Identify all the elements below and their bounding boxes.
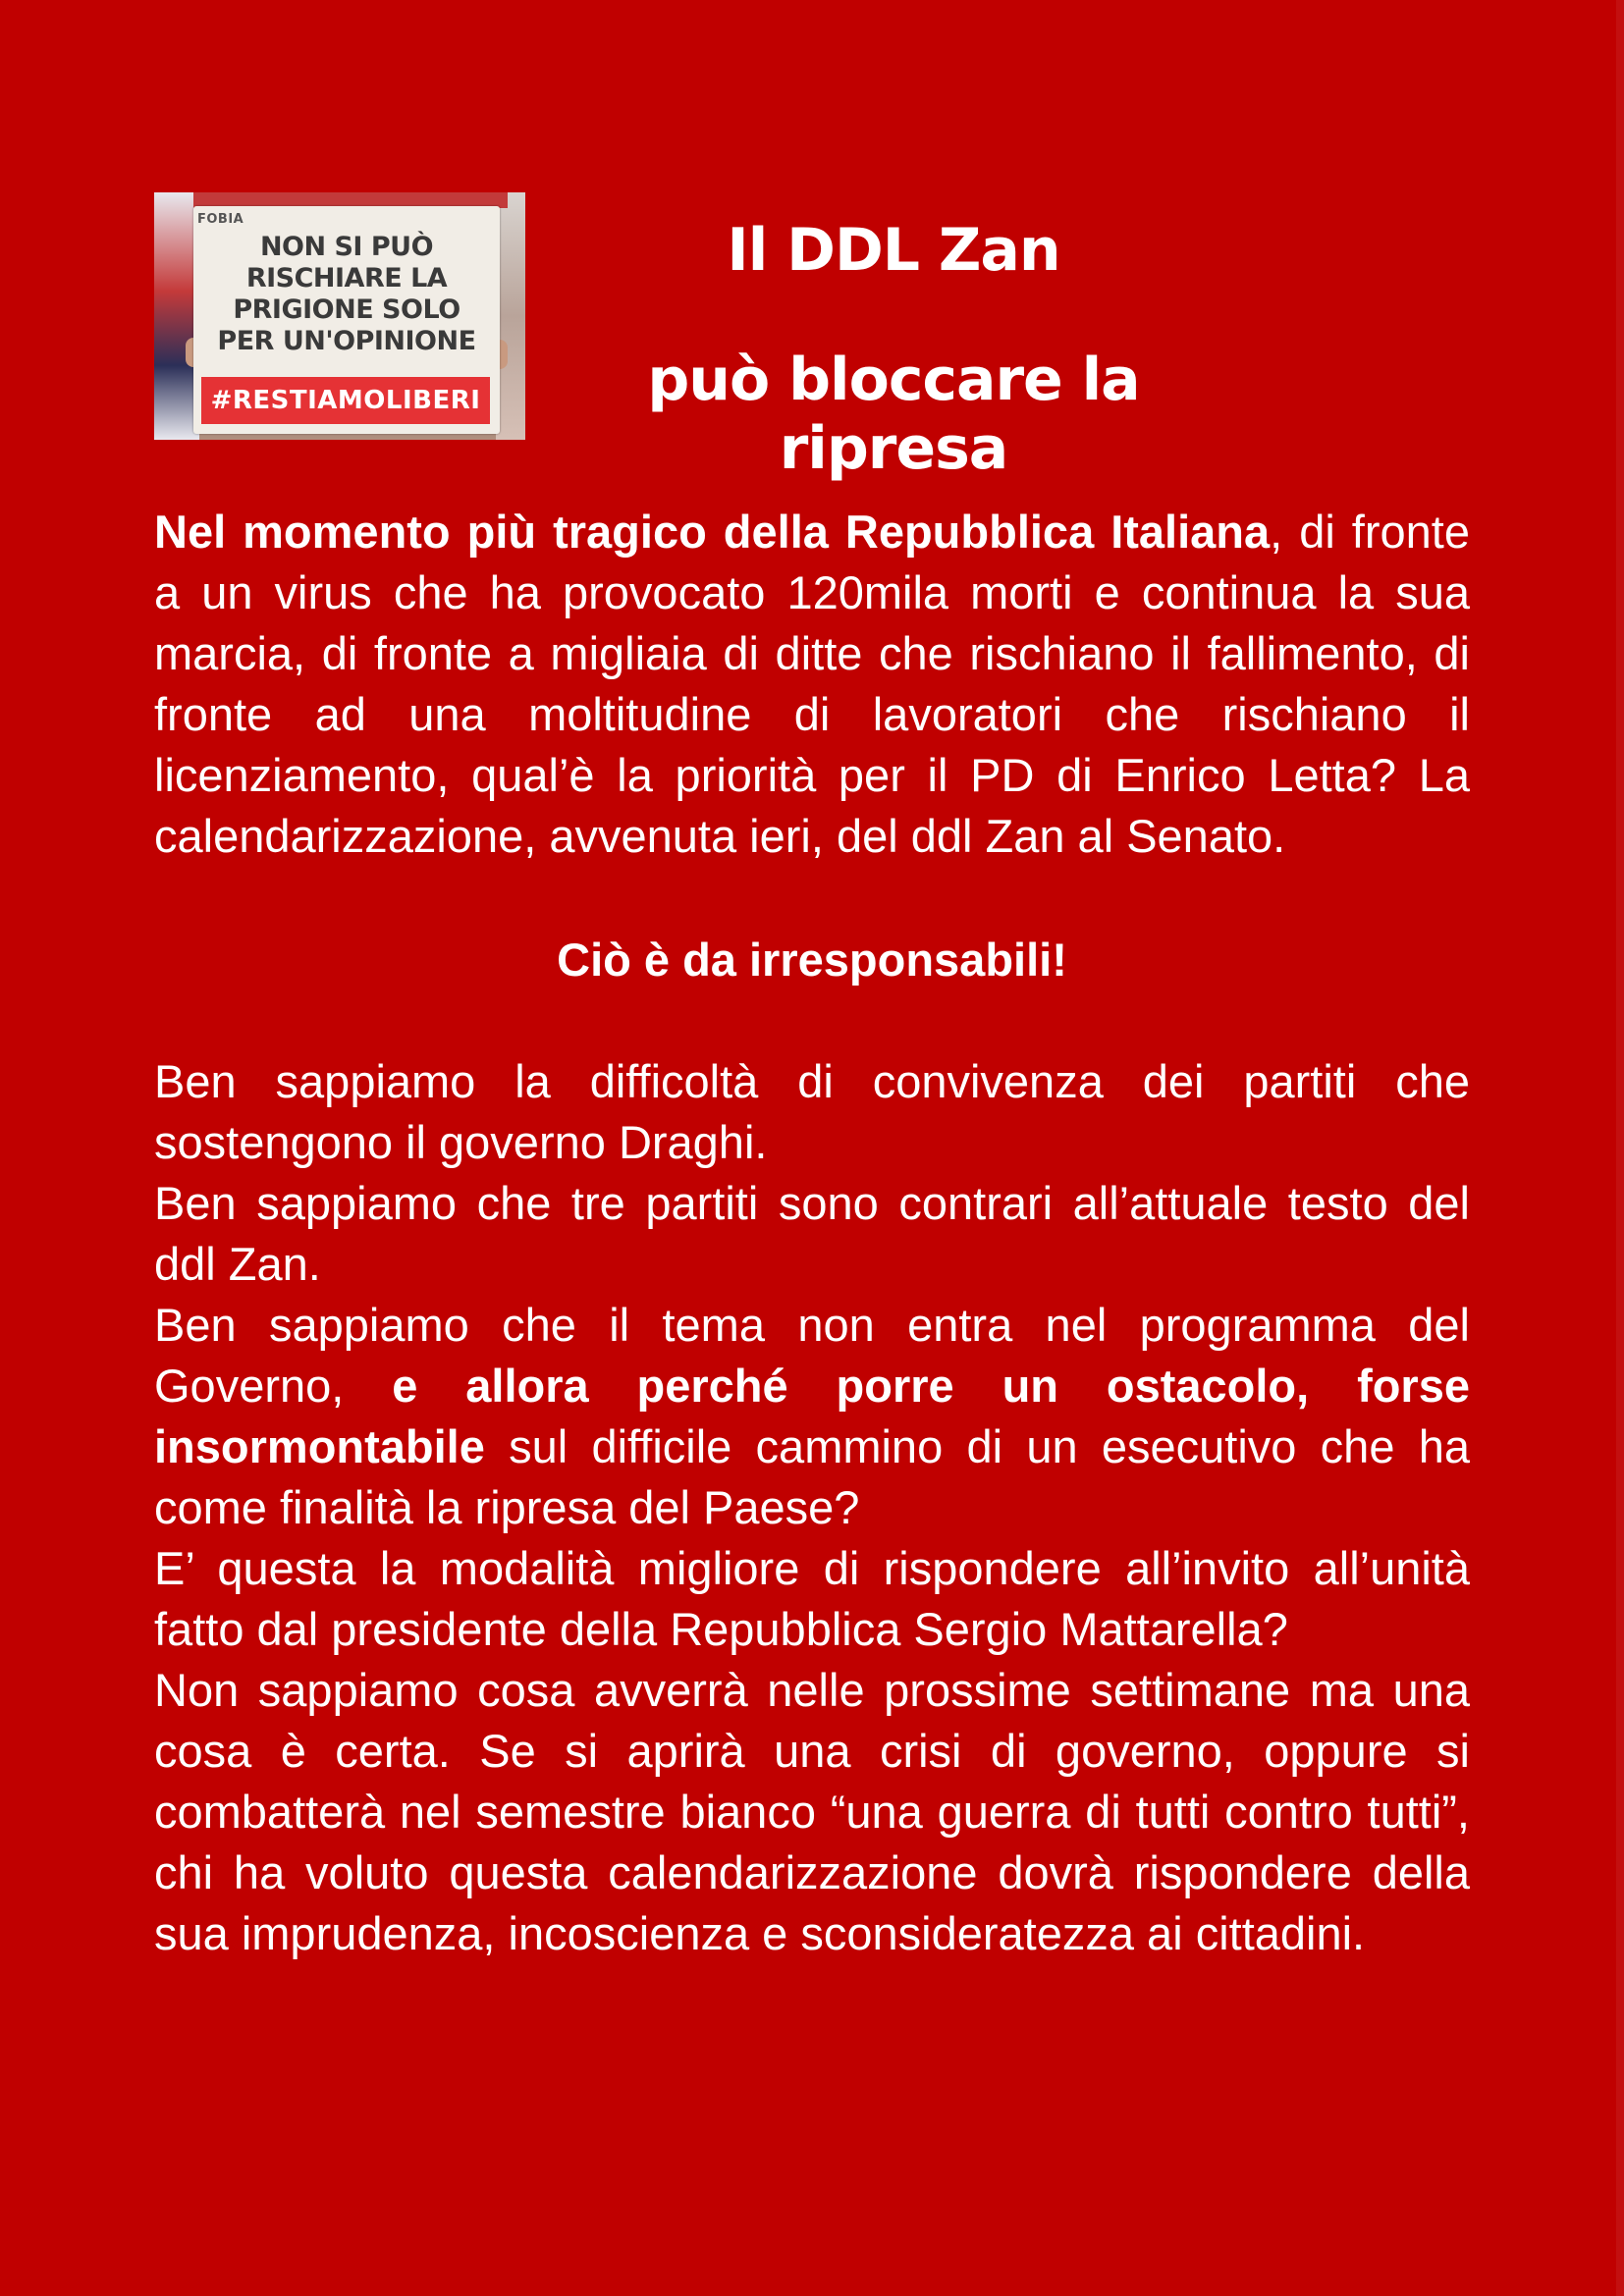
page-edge [1616,0,1624,2296]
paragraph-exclamation: Ciò è da irresponsabili! [557,934,1067,986]
sign-line: RISCHIARE LA [245,263,448,294]
paragraph-conclusion: Non sappiamo cosa avverrà nelle prossime settimane ma una cosa è certa. Se si aprirà una crisi di governo, oppure si combatterà nel semestre bianco “una guerra di tutti contro tutti”, chi ha voluto questa calendarizzazione dovrà rispondere della sua imprudenza, incoscienza e sconsideratezza ai cittadini. [154,1664,1470,1959]
page-title: Il DDL Zan [727,216,1060,285]
sign-line: PER UN'OPINIONE [217,326,476,356]
sign-corner-text: FOBIA [197,212,244,227]
paragraph-program [154,1295,1470,1538]
paragraph-president: E’ questa la modalità migliore di rispondere all’invito all’unità fatto dal presidente della Repubblica Sergio Mattarella? [154,1542,1470,1655]
sign-line: PRIGIONE SOLO [233,294,460,325]
intro-bold: Nel momento più tragico della Repubblica Italiana [154,506,1271,558]
page-subtitle: può bloccare la ripresa [647,346,1140,483]
program-bold: e allora perché porre un ostacolo, forse insormontabile [154,1360,1470,1472]
photo-background-right [496,192,525,440]
paragraph-parties: Ben sappiamo che tre partiti sono contrari all’attuale testo del ddl Zan. [154,1177,1470,1290]
intro-text: , di fronte a un virus che ha provocato 120mila morti e continua la sua marcia, di fronte a migliaia di ditte che rischiano il fallimento, di fronte ad una moltitudine di lavoratori che rischiano il licenziamento, qual’è la priorità per il PD di Enrico Letta? La calendarizzazione, avvenuta ieri, del ddl Zan al Senato. [154,506,1470,862]
program-text-start: Ben sappiamo che il tema non entra nel programma del Governo, [154,1299,1470,1412]
sign-line: NON SI PUÒ [259,232,434,262]
sign-hashtag: #RESTIAMOLIBERI [201,377,490,424]
protest-sign [193,206,500,434]
protest-sign-photo [154,192,525,440]
program-text-end: sul difficile cammino di un esecutivo che ha come finalità la ripresa del Paese? [154,1420,1470,1533]
paragraph-intro [154,502,1470,867]
paragraph-coalition: Ben sappiamo la difficoltà di convivenza dei partiti che sostengono il governo Draghi. [154,1055,1470,1168]
